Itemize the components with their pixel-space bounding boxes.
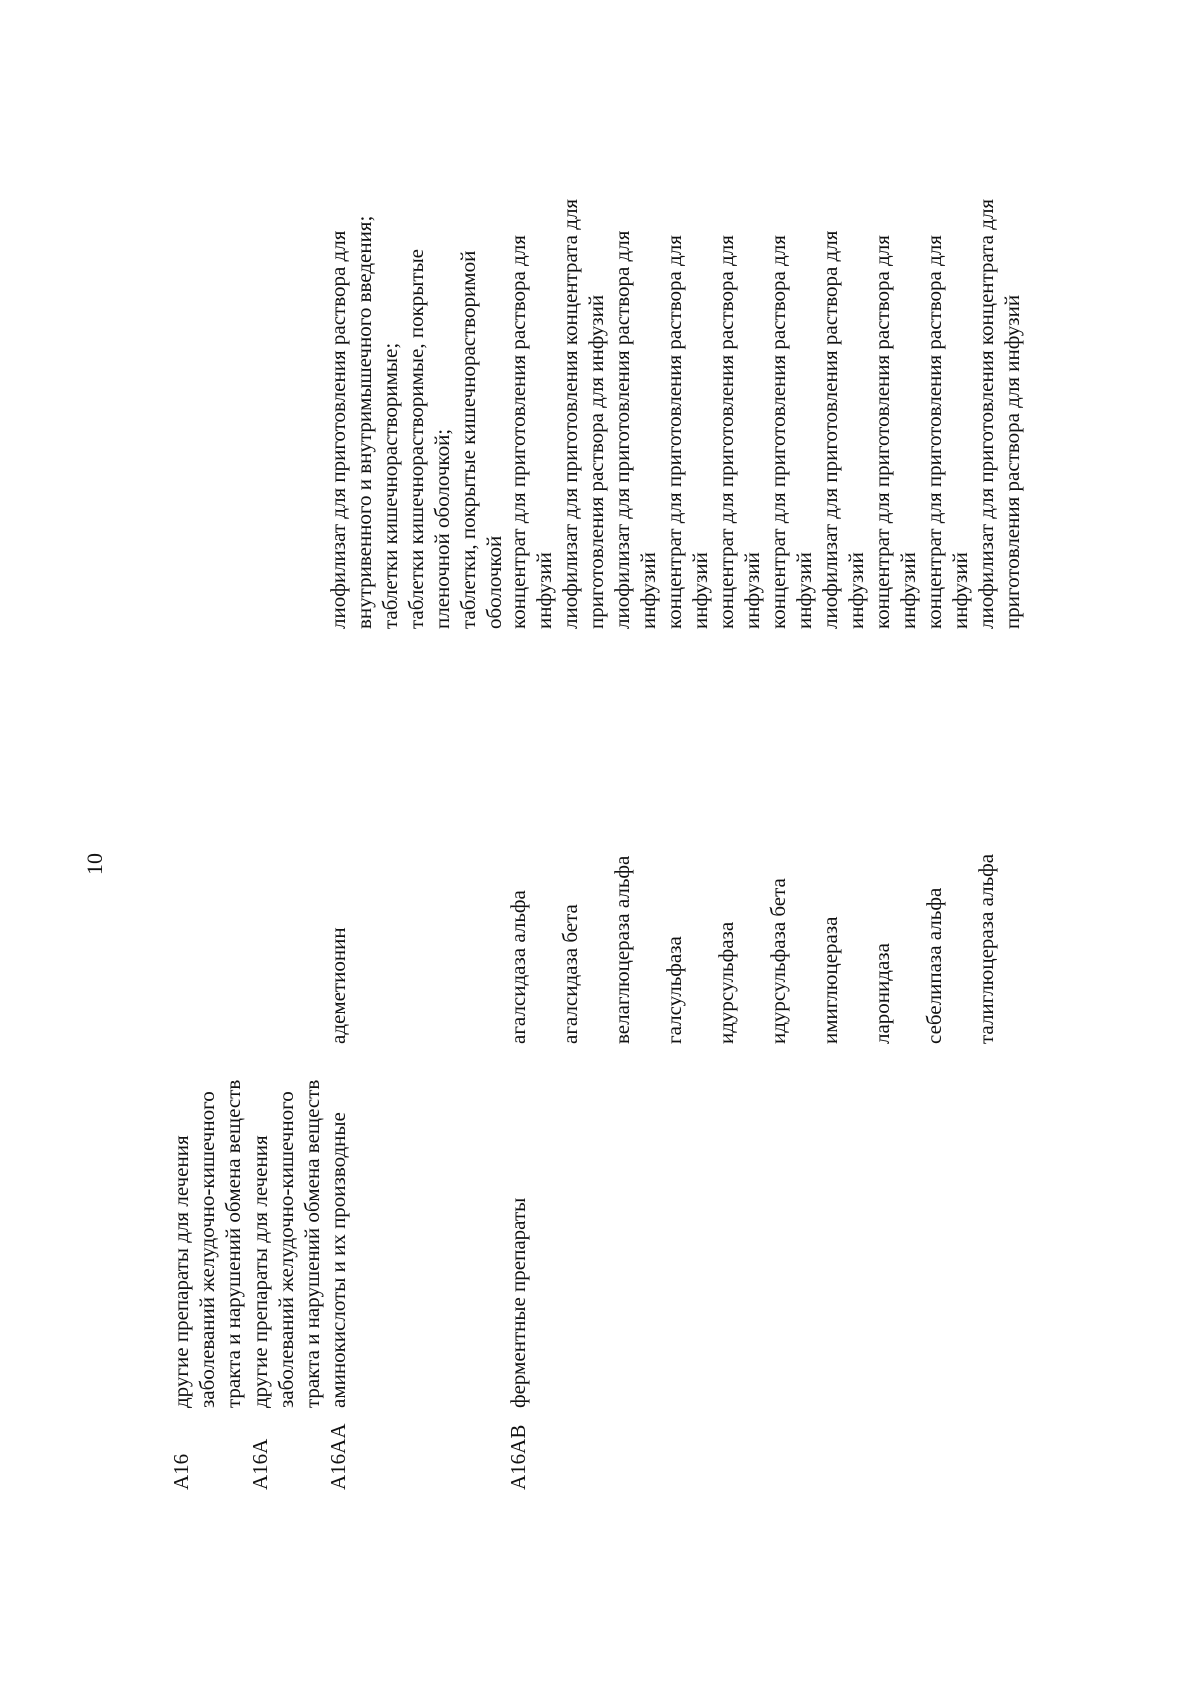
dosage-forms — [325, 39, 507, 629]
dosage-forms — [973, 39, 1025, 629]
drug-name: себелипаза альфа — [922, 887, 946, 1044]
dosage-form-line: таблетки кишечнорастворимые; — [378, 342, 402, 629]
description-line: другие препараты для лечения — [169, 1135, 193, 1408]
drug-name: имиглюцераза — [818, 916, 842, 1044]
drug-name: агалсидаза бета — [558, 904, 582, 1044]
dosage-form-line: концентрат для приготовления раствора для — [714, 235, 738, 629]
dosage-form-line: концентрат для приготовления раствора для — [870, 235, 894, 629]
dosage-form-line: приготовления раствора для инфузий — [1000, 294, 1024, 629]
dosage-form-line: лиофилизат для приготовления концентрата для — [558, 198, 582, 629]
atc-code: A16 — [169, 1453, 193, 1490]
dosage-form-line: концентрат для приготовления раствора для — [766, 235, 790, 629]
dosage-form-line: инфузий — [688, 552, 712, 629]
dosage-form-line: таблетки кишечнорастворимые, покрытые — [404, 249, 428, 629]
dosage-forms — [765, 39, 817, 629]
drug-name: ларонидаза — [870, 943, 894, 1044]
dosage-forms — [869, 39, 921, 629]
dosage-form-line: инфузий — [948, 552, 972, 629]
dosage-form-line: лиофилизат для приготовления раствора для — [818, 230, 842, 629]
description-line: заболеваний желудочно-кишечного — [274, 1091, 298, 1408]
dosage-form-line: инфузий — [792, 552, 816, 629]
drug-name: галсульфаза — [662, 936, 686, 1044]
dosage-form-line: инфузий — [740, 552, 764, 629]
dosage-form-line: инфузий — [844, 552, 868, 629]
drug-name: агалсидаза альфа — [506, 890, 530, 1044]
drug-name: велаглюцераза альфа — [610, 855, 634, 1044]
dosage-forms — [817, 39, 869, 629]
dosage-form-line: инфузий — [636, 552, 660, 629]
description-line: аминокислоты и их производные — [326, 1112, 350, 1408]
dosage-form-line: лиофилизат для приготовления концентрата для — [974, 198, 998, 629]
dosage-form-line: лиофилизат для приготовления раствора для — [610, 230, 634, 629]
dosage-form-line: концентрат для приготовления раствора для — [506, 235, 530, 629]
dosage-form-line: пленочной оболочкой; — [430, 428, 454, 629]
description-line: заболеваний желудочно-кишечного — [195, 1091, 219, 1408]
dosage-form-line: приготовления раствора для инфузий — [584, 294, 608, 629]
dosage-form-line: оболочкой — [482, 535, 506, 629]
dosage-form-line: концентрат для приготовления раствора для — [922, 235, 946, 629]
drug-name: талиглюцераза альфа — [974, 853, 998, 1044]
dosage-form-line: внутривенного и внутримышечного введения; — [352, 215, 376, 629]
drug-name: идурсульфаза бета — [766, 878, 790, 1044]
group-description — [168, 968, 246, 1408]
group-description — [247, 968, 325, 1408]
dosage-forms — [557, 39, 609, 629]
dosage-forms — [505, 39, 557, 629]
description-line: тракта и нарушений обмена веществ — [300, 1079, 324, 1408]
dosage-forms — [609, 39, 661, 629]
dosage-form-line: таблетки, покрытые кишечнорастворимой — [456, 250, 480, 629]
dosage-forms — [921, 39, 973, 629]
dosage-form-line: лиофилизат для приготовления раствора для — [326, 230, 350, 629]
description-line: ферментные препараты — [506, 1197, 530, 1408]
description-line: другие препараты для лечения — [248, 1135, 272, 1408]
dosage-forms — [661, 39, 713, 629]
drug-name: идурсульфаза — [714, 921, 738, 1044]
atc-code: A16AB — [506, 1424, 530, 1490]
dosage-form-line: инфузий — [896, 552, 920, 629]
atc-code: A16A — [248, 1438, 272, 1490]
dosage-forms — [713, 39, 765, 629]
drug-name: адеметионин — [326, 927, 350, 1044]
page-number: 10 — [82, 853, 107, 875]
description-line: тракта и нарушений обмена веществ — [221, 1079, 245, 1408]
dosage-form-line: инфузий — [532, 552, 556, 629]
atc-code: A16AA — [326, 1423, 350, 1490]
dosage-form-line: концентрат для приготовления раствора для — [662, 235, 686, 629]
